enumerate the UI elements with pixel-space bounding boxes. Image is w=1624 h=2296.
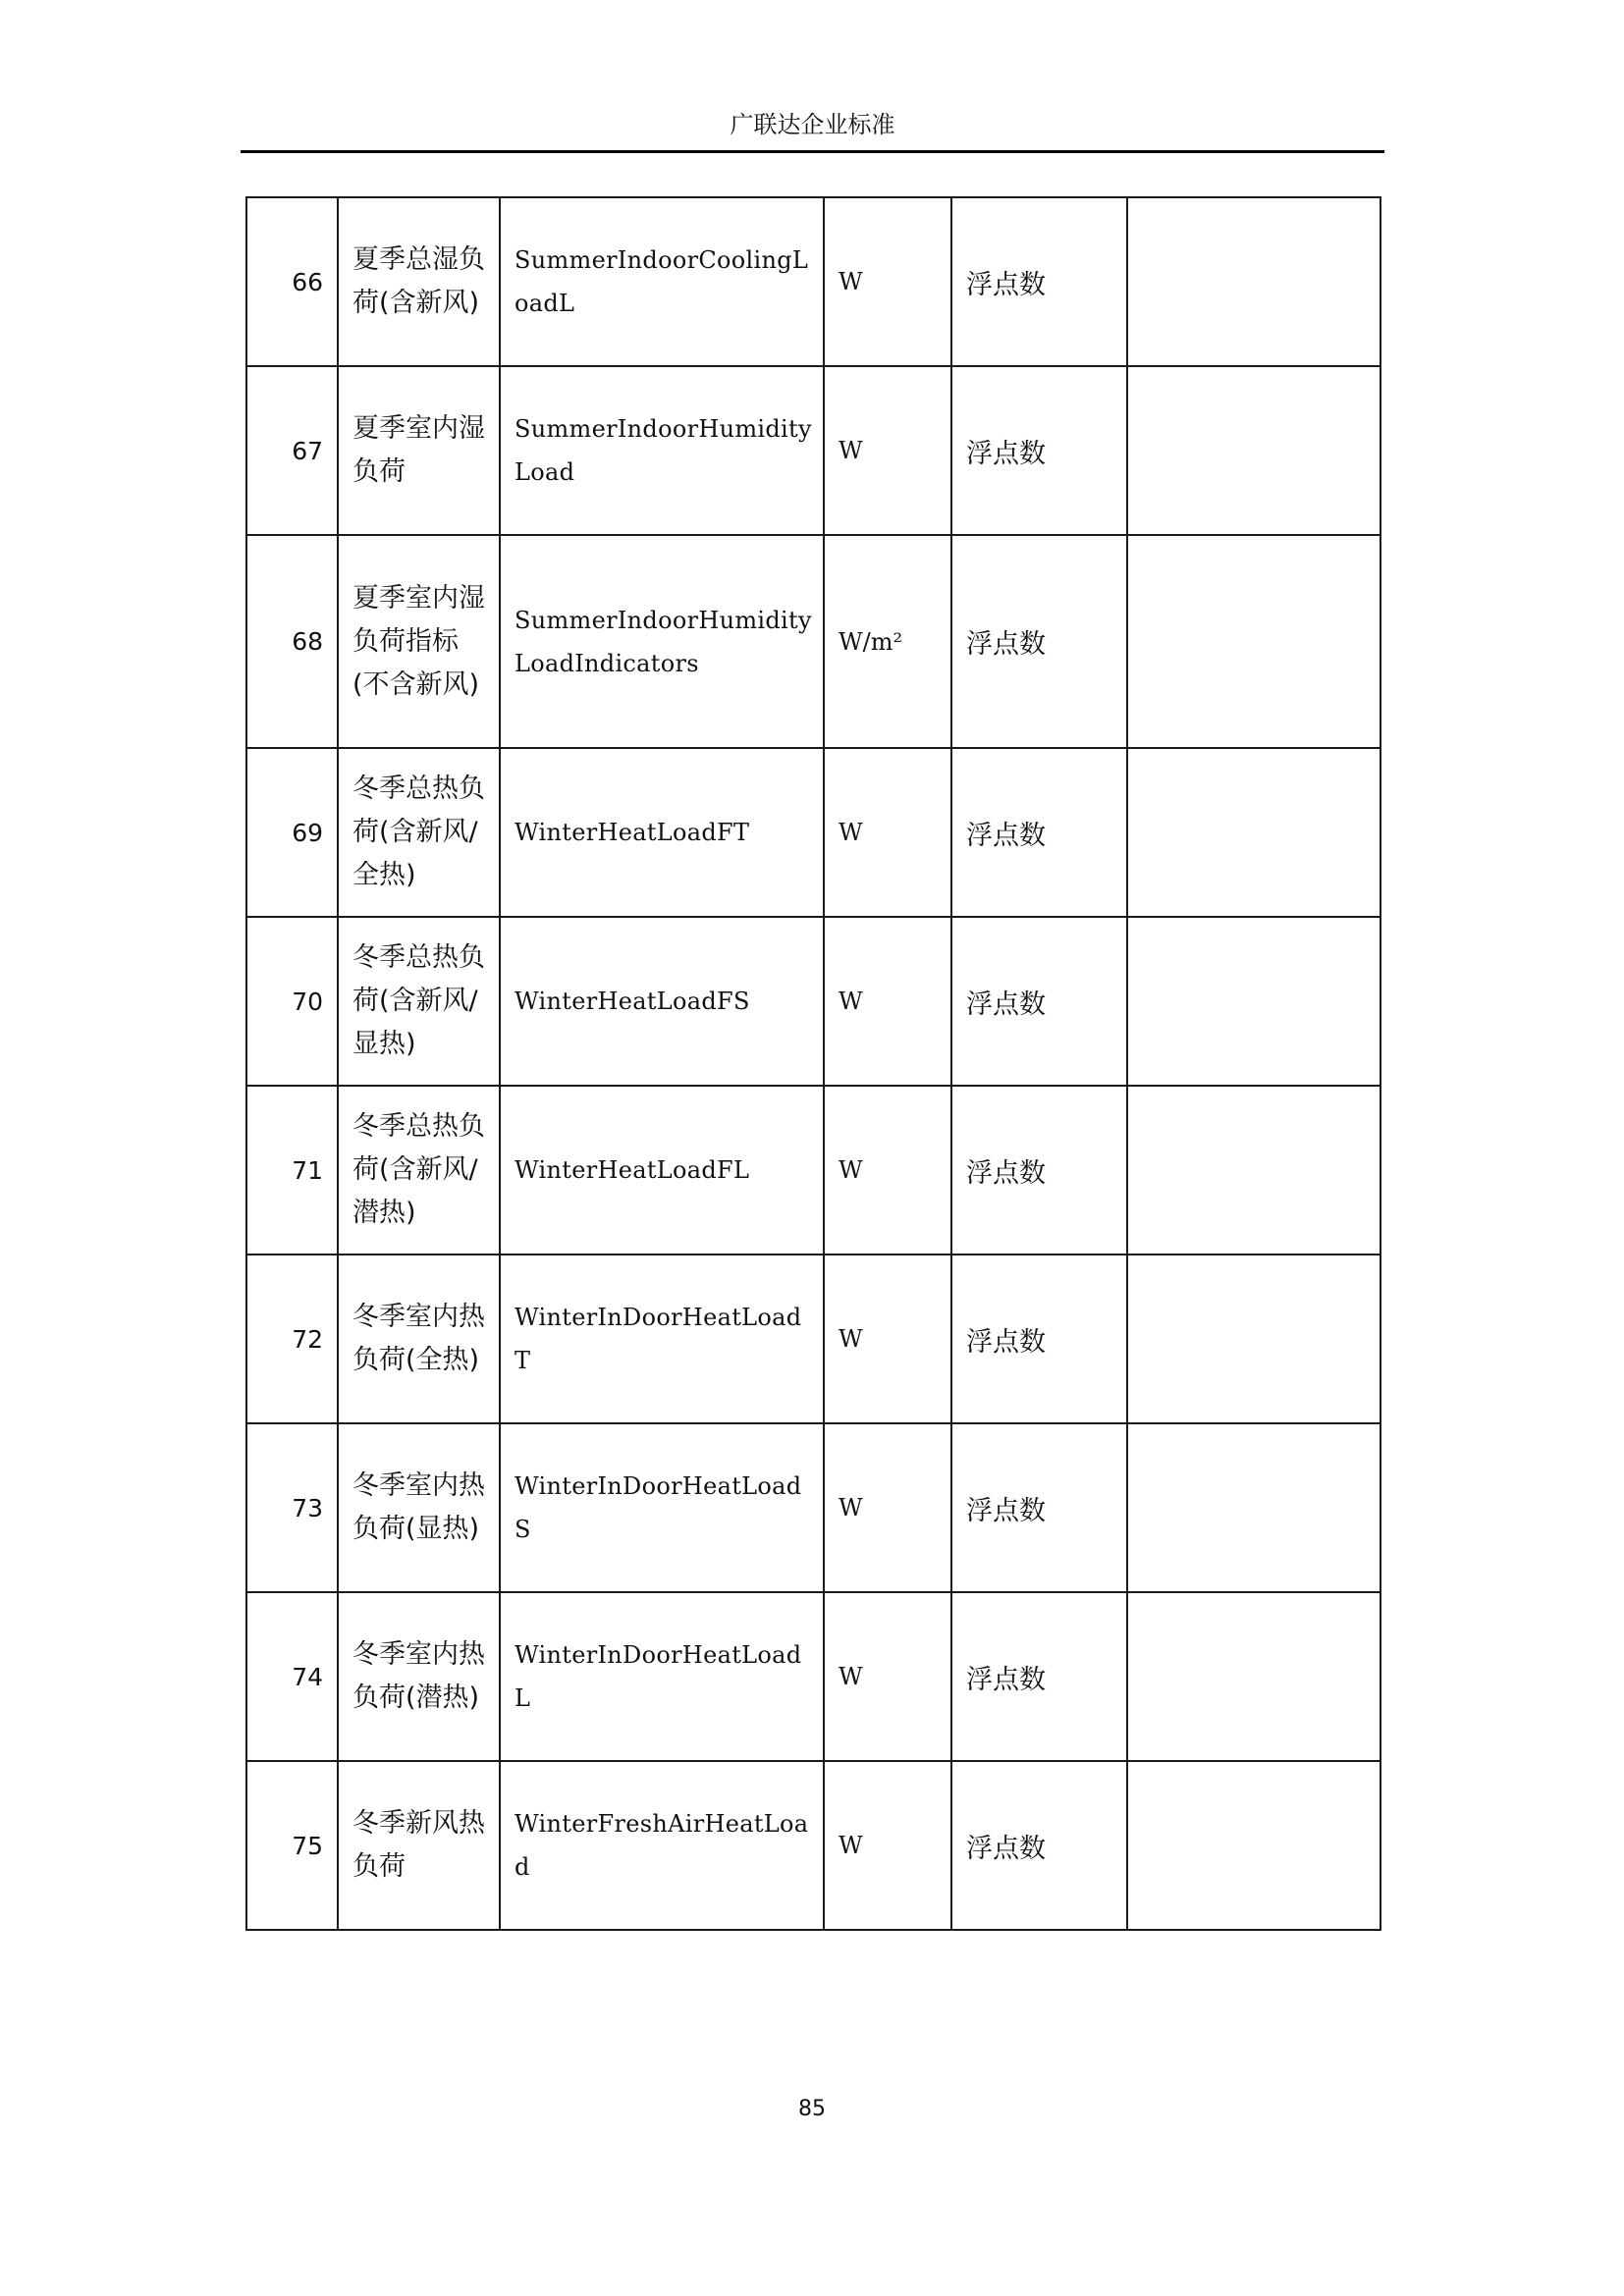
field-note	[1127, 1086, 1380, 1255]
field-unit: W	[824, 1761, 951, 1930]
header-title: 广联达企业标准	[730, 111, 895, 138]
field-identifier: WinterHeatLoadFS	[500, 917, 824, 1086]
field-identifier: WinterHeatLoadFL	[500, 1086, 824, 1255]
field-identifier: WinterFreshAirHeatLoad	[500, 1761, 824, 1930]
field-data-type: 浮点数	[951, 917, 1127, 1086]
field-label: 夏季室内湿负荷	[338, 366, 500, 535]
field-note	[1127, 1592, 1380, 1761]
field-label: 冬季室内热负荷(潜热)	[338, 1592, 500, 1761]
table-row	[246, 917, 1380, 1086]
field-identifier: SummerIndoorCoolingLoadL	[500, 197, 824, 366]
field-unit: W	[824, 366, 951, 535]
table-row	[246, 1423, 1380, 1592]
field-data-type: 浮点数	[951, 1255, 1127, 1423]
field-data-type: 浮点数	[951, 1423, 1127, 1592]
field-identifier: WinterInDoorHeatLoadS	[500, 1423, 824, 1592]
field-label: 冬季室内热负荷(显热)	[338, 1423, 500, 1592]
field-identifier: WinterInDoorHeatLoadT	[500, 1255, 824, 1423]
row-number: 70	[246, 917, 338, 1086]
field-unit: W	[824, 917, 951, 1086]
table-row	[246, 197, 1380, 366]
field-unit: W	[824, 1592, 951, 1761]
field-unit: W	[824, 1086, 951, 1255]
field-unit: W	[824, 1423, 951, 1592]
field-note	[1127, 366, 1380, 535]
page-number: 85	[798, 2097, 826, 2121]
field-identifier: WinterHeatLoadFT	[500, 748, 824, 917]
field-identifier: SummerIndoorHumidityLoad	[500, 366, 824, 535]
field-label: 冬季总热负荷(含新风/全热)	[338, 748, 500, 917]
table-row	[246, 1255, 1380, 1423]
field-label: 冬季新风热负荷	[338, 1761, 500, 1930]
field-note	[1127, 748, 1380, 917]
table-row	[246, 1761, 1380, 1930]
row-number: 74	[246, 1592, 338, 1761]
row-number: 68	[246, 535, 338, 748]
row-number: 66	[246, 197, 338, 366]
table-row	[246, 1592, 1380, 1761]
page-header	[241, 110, 1384, 153]
field-note	[1127, 1761, 1380, 1930]
field-identifier: SummerIndoorHumidityLoadIndicators	[500, 535, 824, 748]
table-row	[246, 1086, 1380, 1255]
row-number: 72	[246, 1255, 338, 1423]
field-data-type: 浮点数	[951, 1761, 1127, 1930]
field-unit: W	[824, 748, 951, 917]
row-number: 69	[246, 748, 338, 917]
field-data-type: 浮点数	[951, 748, 1127, 917]
field-note	[1127, 535, 1380, 748]
field-unit: W	[824, 1255, 951, 1423]
row-number: 73	[246, 1423, 338, 1592]
field-label: 冬季总热负荷(含新风/显热)	[338, 917, 500, 1086]
field-note	[1127, 1255, 1380, 1423]
field-data-type: 浮点数	[951, 366, 1127, 535]
field-data-type: 浮点数	[951, 535, 1127, 748]
table-row	[246, 366, 1380, 535]
field-unit: W/m²	[824, 535, 951, 748]
field-data-type: 浮点数	[951, 1592, 1127, 1761]
field-label: 夏季总湿负荷(含新风)	[338, 197, 500, 366]
field-note	[1127, 1423, 1380, 1592]
field-spec-table	[245, 196, 1381, 1931]
field-label: 夏季室内湿负荷指标(不含新风)	[338, 535, 500, 748]
field-data-type: 浮点数	[951, 197, 1127, 366]
field-identifier: WinterInDoorHeatLoadL	[500, 1592, 824, 1761]
row-number: 71	[246, 1086, 338, 1255]
field-label: 冬季室内热负荷(全热)	[338, 1255, 500, 1423]
field-unit: W	[824, 197, 951, 366]
table-row	[246, 748, 1380, 917]
table-row	[246, 535, 1380, 748]
row-number: 67	[246, 366, 338, 535]
field-label: 冬季总热负荷(含新风/潜热)	[338, 1086, 500, 1255]
field-note	[1127, 917, 1380, 1086]
field-note	[1127, 197, 1380, 366]
field-data-type: 浮点数	[951, 1086, 1127, 1255]
row-number: 75	[246, 1761, 338, 1930]
